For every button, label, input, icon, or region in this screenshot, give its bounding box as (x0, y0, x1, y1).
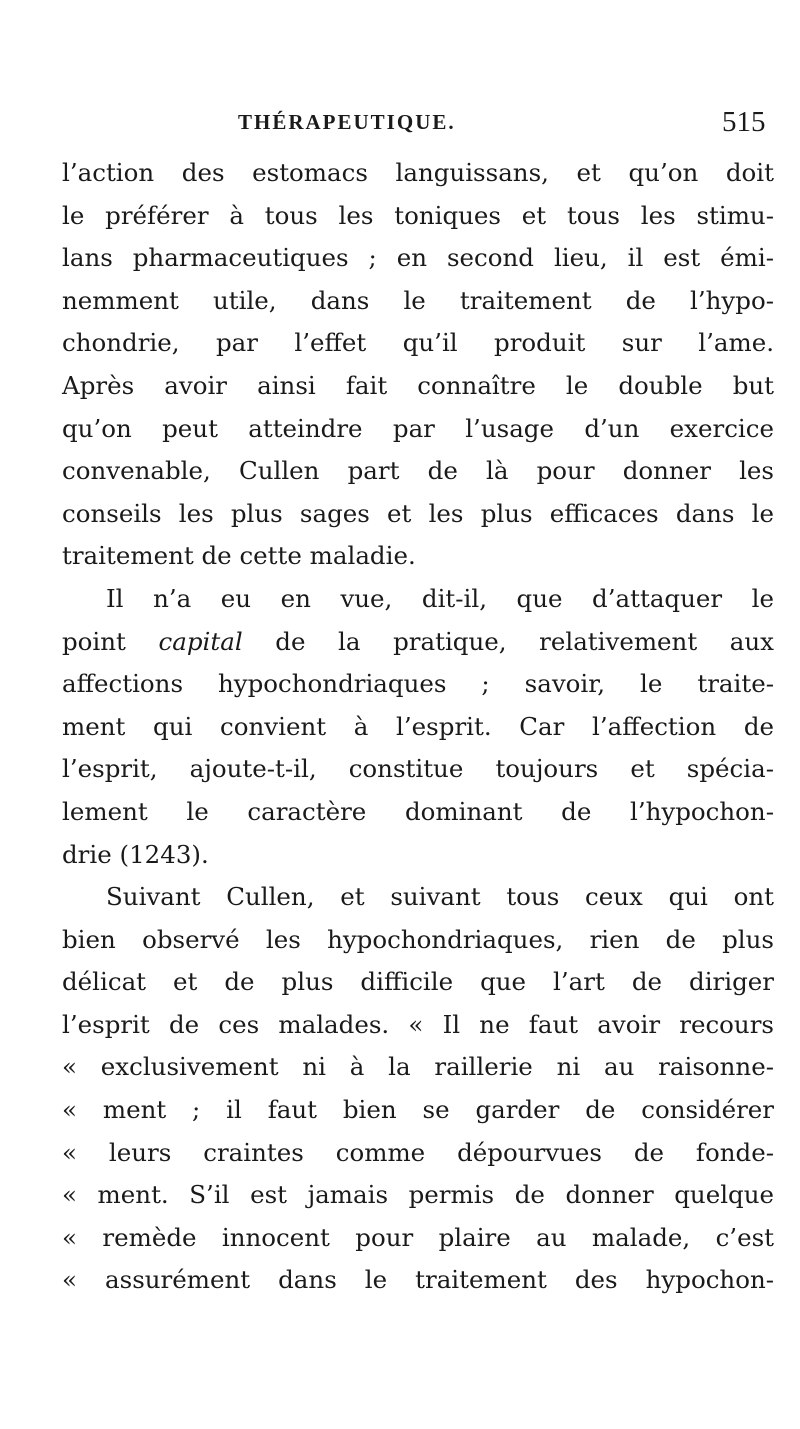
body-text (62, 152, 774, 1302)
text-line: affections hypochondriaques ; savoir, le traite- (62, 669, 774, 699)
page-header (0, 106, 800, 146)
text-segment: point (62, 626, 159, 656)
text-line: l’esprit, ajoute-t-il, constitue toujours et spécia- (62, 754, 774, 784)
paragraph-end-line: traitement de cette maladie. (62, 541, 416, 571)
paragraph-end-line: drie (1243). (62, 839, 209, 869)
quoted-line: « exclusivement ni à la raillerie ni au raisonne- (62, 1052, 774, 1082)
running-title: THÉRAPEUTIQUE. (238, 110, 456, 134)
quoted-line: « leurs craintes comme dépourvues de fonde- (62, 1137, 774, 1167)
quoted-line: « remède innocent pour plaire au malade, c’est (62, 1222, 774, 1252)
text-line: conseils les plus sages et les plus efficaces dans le (62, 498, 774, 528)
quoted-line: « ment. S’il est jamais permis de donner quelque (62, 1180, 774, 1210)
quoted-line: « assurément dans le traitement des hypochon- (62, 1265, 774, 1295)
text-line: délicat et de plus difficile que l’art de diriger (62, 967, 774, 997)
text-line-with-italic (62, 621, 774, 664)
text-line: lement le caractère dominant de l’hypochon- (62, 796, 774, 826)
text-line: nemment utile, dans le traitement de l’hypo- (62, 285, 774, 315)
paragraph-start-line: Il n’a eu en vue, dit-il, que d’attaquer le (106, 583, 774, 613)
text-line: l’action des estomacs languissans, et qu’on doit (62, 158, 774, 187)
text-line: lans pharmaceutiques ; en second lieu, il est émi- (62, 243, 774, 273)
text-line: le préférer à tous les toniques et tous les stimu- (62, 200, 774, 230)
paragraph-start-line: Suivant Cullen, et suivant tous ceux qui ont (106, 882, 774, 912)
text-line: ment qui convient à l’esprit. Car l’affection de (62, 711, 774, 741)
text-line: chondrie, par l’effet qu’il produit sur l’ame. (62, 328, 774, 358)
text-line: l’esprit de ces malades. « Il ne faut avoir recours (62, 1009, 774, 1039)
italic-word: capital (158, 626, 243, 656)
text-line: qu’on peut atteindre par l’usage d’un exercice (62, 413, 774, 443)
page-number: 515 (722, 106, 766, 138)
text-line: Après avoir ainsi fait connaître le double but (62, 370, 774, 400)
quoted-line: « ment ; il faut bien se garder de considérer (62, 1095, 774, 1125)
text-line: convenable, Cullen part de là pour donner les (62, 456, 774, 486)
text-segment: de la pratique, relativement aux (242, 626, 774, 656)
text-line: bien observé les hypochondriaques, rien de plus (62, 924, 774, 954)
